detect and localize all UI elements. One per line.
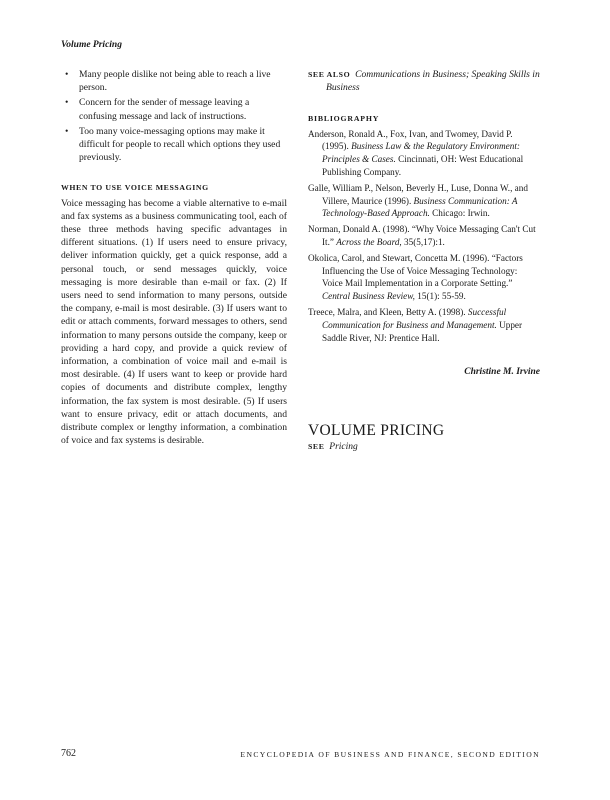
reference-publisher: Cincinnati, OH: West Educational Publishing Company. xyxy=(322,154,524,177)
publication-title: ENCYCLOPEDIA OF BUSINESS AND FINANCE, SECOND EDITION xyxy=(240,750,540,759)
list-item xyxy=(61,96,287,122)
see-also-links[interactable]: Communications in Business; Speaking Skills in Business xyxy=(326,69,540,94)
body-paragraph: Voice messaging has become a viable alternative to e-mail and fax systems as a business communicating tool, each of these three methods having specific advantages in different situations. (1) If users need to ensure privacy, deliver information quickly, get a quick response, add a personal touch, or send messages quickly, voice messaging is more desirable than e-mail or fax. (2) If users need to send information to many persons, outside the company, e-mail is most desirable. (3) If users want to edit or attach comments, forward messages to others, send information to many persons outside the company, keep or providing a hard copy, and provide a quick review of information, a combination of voice mail and e-mail is most desirable. (4) If users want to keep or provide hard copies of documents and distribute complex, lengthy information, the fax system is most desirable. (5) If users want to ensure privacy, edit or attach documents, and distribute complex or lengthy information, a combination of voice and fax systems is desirable. xyxy=(61,197,287,447)
list-item xyxy=(61,68,287,94)
entry-title: VOLUME PRICING xyxy=(308,421,445,439)
author-signature: Christine M. Irvine xyxy=(464,367,540,378)
see-also xyxy=(308,68,540,94)
bibliography-heading: BIBLIOGRAPHY xyxy=(308,114,380,124)
bullet-text: Concern for the sender of message leaving a confusing message and lack of instructions. xyxy=(79,97,250,122)
bullet-text: Many people dislike not being able to reach a live person. xyxy=(79,69,271,94)
entry-see-link[interactable]: Pricing xyxy=(329,441,358,452)
entry-see-label: SEE xyxy=(308,441,325,451)
reference-title: Successful Communication for Business and Management. xyxy=(322,306,507,330)
reference-title: Business Law & the Regulatory Environment: Principles & Cases. xyxy=(322,141,520,165)
bullet-icon: • xyxy=(65,97,69,109)
bibliography-entry xyxy=(308,223,540,249)
list-item xyxy=(61,125,287,165)
right-column xyxy=(308,68,540,454)
reference-authors: Anderson, Ronald A., Fox, Ivan, and Twomey, David P. (1995). xyxy=(308,128,513,152)
bullet-icon: • xyxy=(65,125,69,137)
reference-authors: Okolica, Carol, and Stewart, Concetta M. (1996). “Factors Influencing the Use of Voice Messaging Technology: Voice Mail Implementation in a Corporate Setting.” xyxy=(308,252,523,289)
bullet-icon: • xyxy=(65,69,69,80)
reference-title: Business Communication: A Technology-Based Approach. xyxy=(322,195,518,219)
reference-authors: Treece, Malra, and Kleen, Betty A. (1998). xyxy=(308,306,468,317)
bibliography-entry xyxy=(308,306,540,344)
running-head: Volume Pricing xyxy=(61,40,122,50)
bullet-text: Too many voice-messaging options may make it difficult for people to recall which options they used previously. xyxy=(79,125,281,164)
reference-authors: Norman, Donald A. (1998). “Why Voice Messaging Can't Cut It.” xyxy=(308,224,536,247)
reference-authors: Galle, William P., Nelson, Beverly H., Luse, Donna W., and Villere, Maurice (1996). xyxy=(308,182,528,206)
section-heading: WHEN TO USE VOICE MESSAGING xyxy=(61,183,209,193)
bibliography-entry xyxy=(308,252,540,303)
reference-title: Across the Board, xyxy=(336,236,402,247)
reference-publisher: Upper Saddle River, NJ: Prentice Hall. xyxy=(322,319,523,343)
reference-publisher: 35(5,17):1. xyxy=(401,236,445,247)
bullet-list xyxy=(61,68,287,164)
see-also-label: SEE ALSO xyxy=(308,70,351,79)
reference-publisher: Chicago: Irwin. xyxy=(429,208,490,219)
bibliography-entry xyxy=(308,128,540,179)
page-number: 762 xyxy=(61,748,76,759)
entry-see xyxy=(308,440,540,454)
reference-publisher: 15(1): 55-59. xyxy=(414,291,466,302)
reference-title: Central Business Review, xyxy=(322,291,415,302)
left-column xyxy=(61,68,287,447)
bibliography-entry xyxy=(308,182,540,220)
